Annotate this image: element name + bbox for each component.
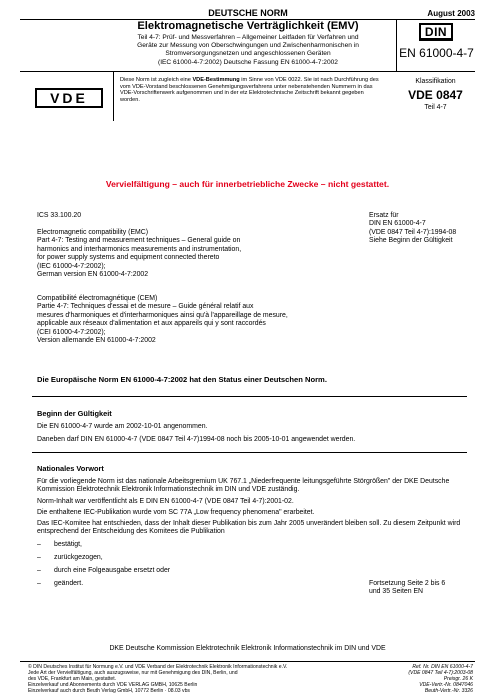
list-item (37, 541, 337, 554)
footer-rule (20, 661, 475, 662)
footer-copyright: © DIN Deutsches Institut für Normung e.V. und VDE Verband der Elektrotechnik Elektronik Informationstechnik e.V. Jede Art der Vervielfältigung, auch auszugsweise, nur mit Genehmigung des DIN, Berlin, und des VDE, Frankfurt am Main, gestattet. Einzelverkauf und Abonnements durch VDE VERLAG GMBH, 10625 Berlin Einzelverkauf auch durch Beuth Verlag GmbH, 10772 Berlin · 08.03 vbs (28, 664, 288, 695)
foreword-heading: Nationales Vorwort (37, 464, 104, 473)
list-dash: – (37, 554, 41, 561)
din-logo (419, 23, 453, 41)
classification-number: VDE 0847 (408, 88, 463, 102)
section-rule-1 (32, 396, 467, 397)
status-statement: Die Europäische Norm EN 61000-4-7:2002 hat den Status einer Deutschen Norm. (37, 375, 327, 384)
document-title: Elektromagnetische Verträglichkeit (EMV) (137, 20, 359, 32)
vde-logo (35, 88, 103, 108)
validity-heading: Beginn der Gültigkeit (37, 409, 112, 418)
title-bottom-rule (20, 71, 475, 72)
list-item-text: zurückgezogen, (54, 554, 103, 561)
classification-label: Klassifikation (415, 78, 456, 85)
vde-logo-divider (113, 71, 114, 121)
publication-date: August 2003 (427, 9, 475, 18)
dke-line: DKE Deutsche Kommission Elektrotechnik Elektronik Informationstechnik im DIN und VDE (109, 645, 386, 652)
list-dash: – (37, 541, 41, 548)
foreword-list (37, 541, 337, 593)
document-subtitle: Teil 4-7: Prüf- und Messverfahren – Allgemeiner Leitfaden für Verfahren und Geräte zur Messung von Oberschwingungen und Zwischenharmonischen in Stromversorgungsnetzen und angeschlossenen Geräten (IEC 61000-4-7:2002) Deutsche Fassung EN 61000-4-7:2002 (137, 34, 359, 66)
list-item-text: bestätigt, (54, 541, 82, 548)
section-rule-2 (32, 452, 467, 453)
classification-part: Teil 4-7 (424, 104, 447, 111)
validity-paragraph-1: Die EN 61000-4-7 wurde am 2002-10-01 angenommen. (37, 423, 208, 430)
vde-note-post: im Sinne von VDE 0022. Sie ist nach Durchführung des vom VDE-Vorstand beschlossenen Genehmigungsverfahrens unter nebenstehenden Nummern in das VDE-Vorschriftenwerk aufgenommen und in der etz Elektrotechnische Zeitschrift bekannt gegeben worden. (120, 77, 379, 103)
din-standard-number: EN 61000-4-7 (399, 46, 474, 60)
list-item (37, 567, 337, 580)
validity-paragraph-2: Daneben darf DIN EN 61000-4-7 (VDE 0847 Teil 4-7)1994-08 noch bis 2005-10-01 angewendet werden. (37, 436, 356, 443)
replacement-info: Ersatz für DIN EN 61000-4-7 (VDE 0847 Teil 4-7):1994-08 Siehe Beginn der Gültigkeit (369, 212, 457, 245)
din-logo-text: DIN (424, 24, 448, 39)
english-title: Electromagnetic compatibility (EMC) Part 4-7: Testing and measurement techniques – General guide on harmonics and interharmonics measurements and instrumentation, for power supply systems and equipment connected thereto (IEC 61000-4-7:2002); German version EN 61000-4-7:2002 (37, 229, 242, 279)
foreword-paragraph-4: Das IEC-Komitee hat entschieden, dass der Inhalt dieser Publikation bis zum Jahr 2005 unverändert bleiben soll. Zu diesem Zeitpunkt wird entsprechend der Entscheidung des Komitees die Publikation (37, 520, 461, 536)
ics-code: ICS 33.100.20 (37, 212, 82, 219)
list-item (37, 554, 337, 567)
list-item-text: durch eine Folgeausgabe ersetzt oder (54, 567, 171, 574)
norm-type-label: DEUTSCHE NORM (208, 8, 288, 18)
foreword-paragraph-3: Die enthaltene IEC-Publikation wurde vom SC 77A „Low frequency phenomena" erarbeitet. (37, 509, 315, 516)
vde-note-bold: VDE-Bestimmung (192, 77, 240, 83)
vde-note-pre: Diese Norm ist zugleich eine (120, 77, 193, 83)
foreword-paragraph-1: Für die vorliegende Norm ist das nationale Arbeitsgremium UK 767.1 „Niederfrequente leitungsgeführte Störgrößen" der DKE Deutsche Kommission Elektrotechnik Elektronik Informationstechnik im DIN und VDE zuständig. (37, 478, 450, 494)
footer-reference: Ref. Nr. DIN EN 61000-4-7 (VDE 0847 Teil 4-7):2003-08 Preisgr. 26 K VDE-Vertr.-Nr. 0847046 Beuth-Vertr.-Nr. 3326 (408, 664, 473, 695)
list-item (37, 580, 337, 593)
continuation-note: Fortsetzung Seite 2 bis 6 und 35 Seiten EN (369, 580, 446, 596)
list-dash: – (37, 580, 41, 587)
list-dash: – (37, 567, 41, 574)
list-item-text: geändert. (54, 580, 84, 587)
vde-logo-text: VDE (50, 90, 88, 106)
din-block-divider (396, 19, 397, 71)
copy-warning: Vervielfältigung – auch für innerbetriebliche Zwecke – nicht gestattet. (105, 179, 390, 189)
foreword-paragraph-2: Norm-Inhalt war veröffentlicht als E DIN EN 61000-4-7 (VDE 0847 Teil 4-7):2001-02. (37, 498, 294, 505)
french-title: Compatibilité électromagnétique (CEM) Partie 4-7: Techniques d'essai et de mesure – Guide général relatif aux mesures d'harmoniques et d'interharmoniques ainsi qu'à l'appareillage de mesure, applicable aux réseaux d'alimentation et aux appareils qui y sont raccordés (CEI 61000-4-7:2002); Version allemande EN 61000-4-7:2002 (37, 295, 288, 345)
vde-regulation-note (120, 77, 385, 103)
